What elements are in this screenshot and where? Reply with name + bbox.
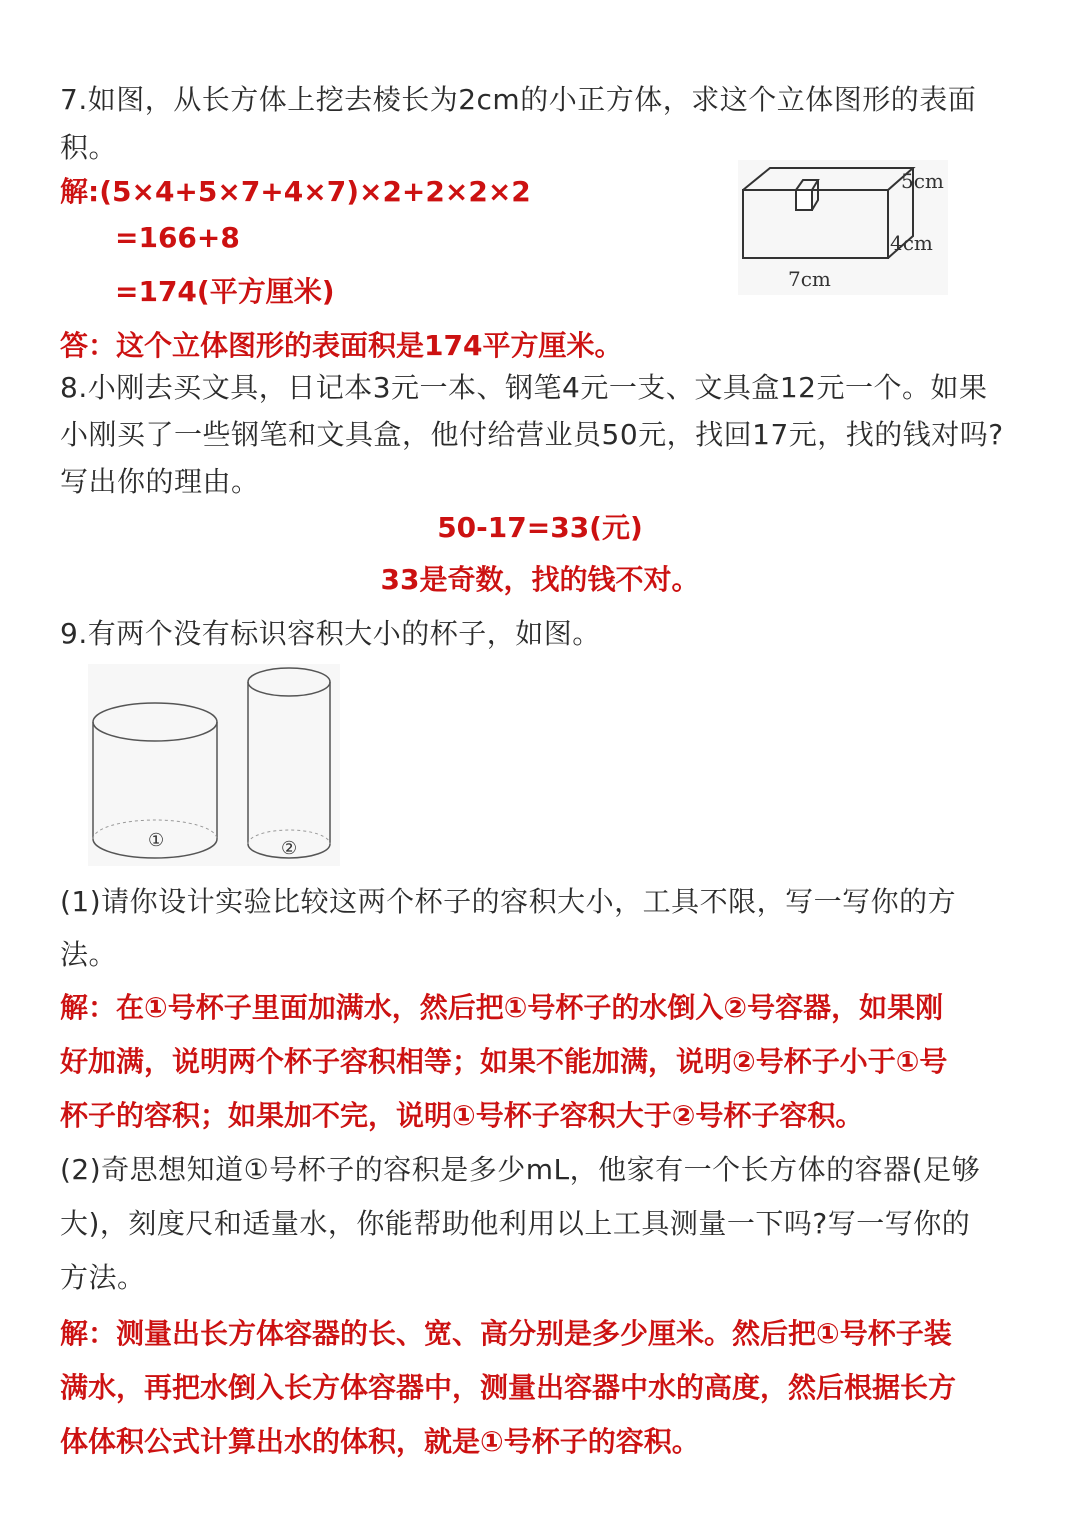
q9-part2-line-3: 方法。 bbox=[60, 1261, 146, 1294]
depth-label: 4cm bbox=[890, 231, 933, 255]
q9-solution2-line-2: 满水，再把水倒入长方体容器中，测量出容器中水的高度，然后根据长方 bbox=[60, 1371, 957, 1404]
q7-solution-line-2: =166+8 bbox=[115, 221, 240, 254]
q7-solution-line-3: =174(平方厘米) bbox=[115, 275, 335, 308]
q9-solution1-line-1: 解：在①号杯子里面加满水，然后把①号杯子的水倒入②号容器，如果刚 bbox=[60, 991, 944, 1024]
q8-text-line-2: 小刚买了一些钢笔和文具盒，他付给营业员50元，找回17元，找的钱对吗? bbox=[60, 418, 1004, 451]
cuboid-figure bbox=[738, 160, 948, 295]
q9-solution2-line-3: 体体积公式计算出水的体积，就是①号杯子的容积。 bbox=[60, 1425, 700, 1458]
q8-solution-line-2: 33是奇数，找的钱不对。 bbox=[380, 563, 700, 596]
length-label: 7cm bbox=[788, 267, 831, 291]
q9-part2-line-1: (2)奇思想知道①号杯子的容积是多少mL，他家有一个长方体的容器(足够 bbox=[60, 1153, 981, 1186]
q9-part2-line-2: 大)，刻度尺和适量水，你能帮助他利用以上工具测量一下吗?写一写你的 bbox=[60, 1207, 971, 1240]
cup-2-label: ② bbox=[281, 838, 298, 859]
q9-solution2-line-1: 解：测量出长方体容器的长、宽、高分别是多少厘米。然后把①号杯子装 bbox=[60, 1317, 952, 1350]
q7-solution-line-1: 解:(5×4+5×7+4×7)×2+2×2×2 bbox=[60, 175, 531, 208]
q9-part1-line-2: 法。 bbox=[60, 938, 118, 971]
q8-text-line-3: 写出你的理由。 bbox=[60, 465, 260, 498]
q8-text-line-1: 8.小刚去买文具，日记本3元一本、钢笔4元一支、文具盒12元一个。如果 bbox=[60, 371, 988, 404]
q9-text: 9.有两个没有标识容积大小的杯子，如图。 bbox=[60, 617, 601, 650]
q7-text-line-2: 积。 bbox=[60, 131, 118, 164]
q9-part1-line-1: (1)请你设计实验比较这两个杯子的容积大小，工具不限，写一写你的方 bbox=[60, 885, 957, 918]
height-label: 5cm bbox=[901, 169, 944, 193]
cup-1-label: ① bbox=[148, 830, 165, 851]
cups-figure bbox=[88, 664, 340, 866]
q7-answer: 答：这个立体图形的表面积是174平方厘米。 bbox=[60, 329, 623, 362]
q7-text-line-1: 7.如图，从长方体上挖去棱长为2cm的小正方体，求这个立体图形的表面 bbox=[60, 83, 977, 116]
q9-solution1-line-3: 杯子的容积；如果加不完，说明①号杯子容积大于②号杯子容积。 bbox=[60, 1099, 864, 1132]
q9-solution1-line-2: 好加满，说明两个杯子容积相等；如果不能加满，说明②号杯子小于①号 bbox=[60, 1045, 948, 1078]
q8-solution-line-1: 50-17=33(元) bbox=[437, 511, 643, 544]
